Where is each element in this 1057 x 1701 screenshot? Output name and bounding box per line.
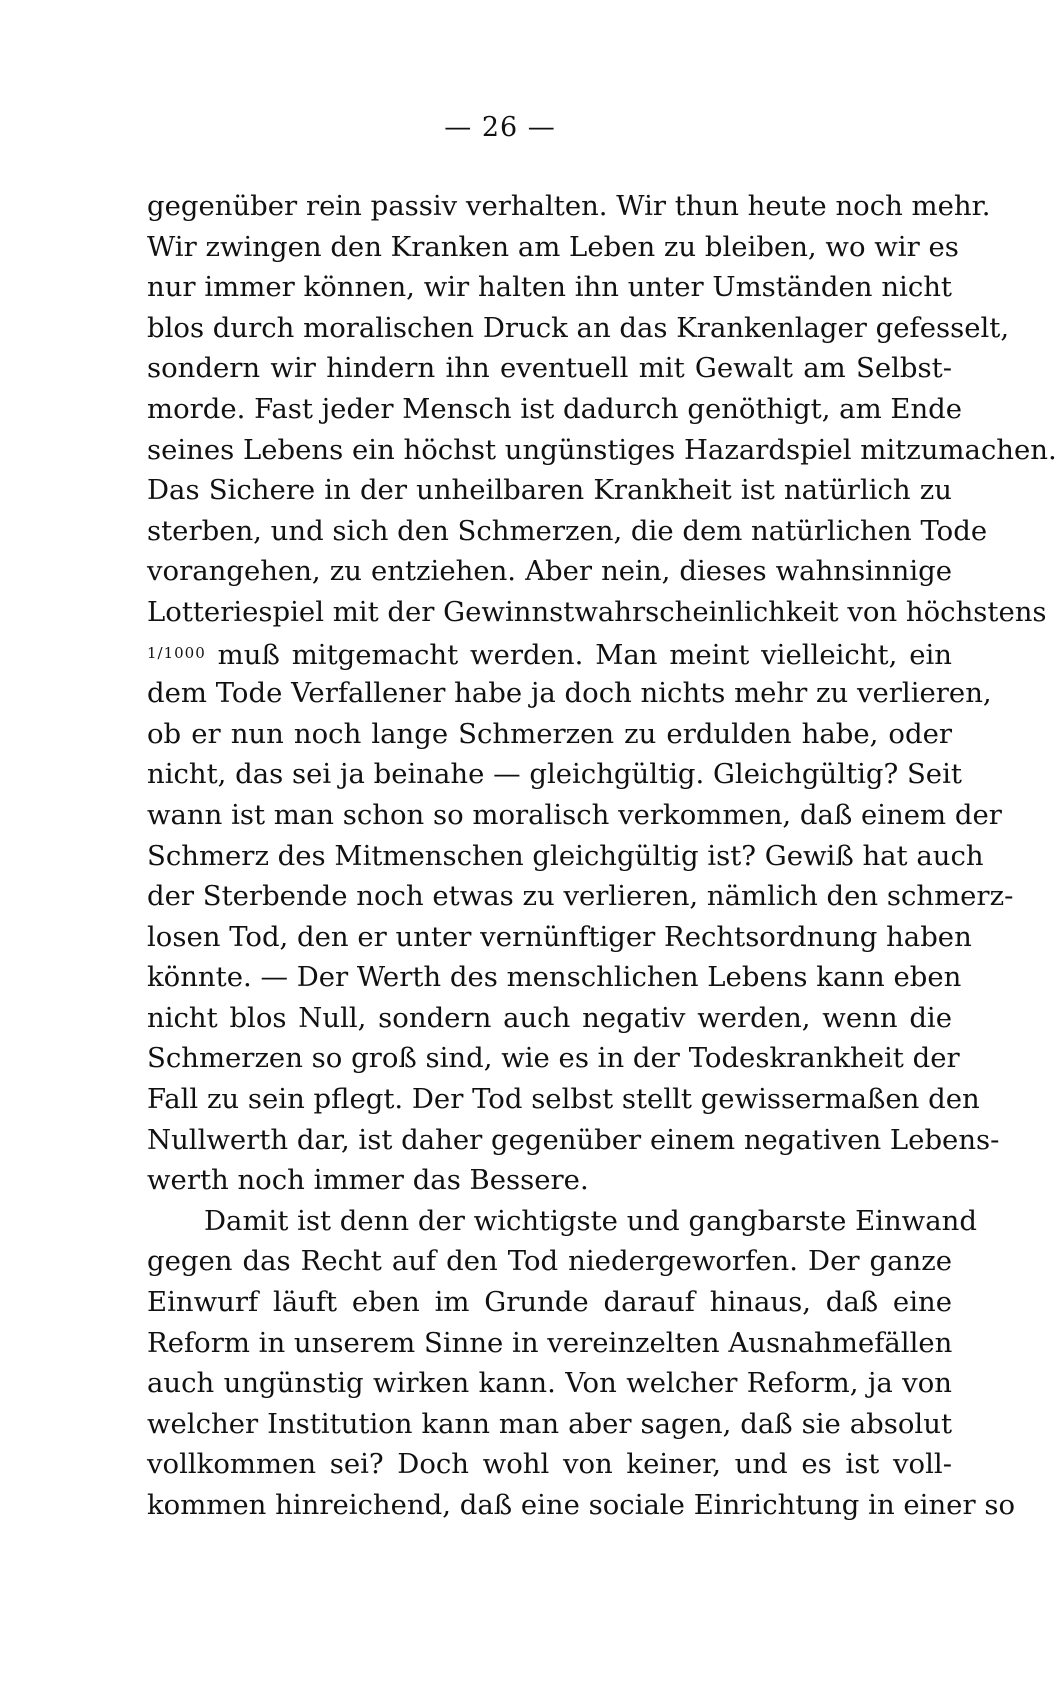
text-line-with-fraction [147, 633, 952, 674]
text-line: könnte. — Der Werth des menschlichen Lebens kann eben [147, 961, 962, 994]
text-line: auch ungünstig wirken kann. Von welcher Reform, ja von [147, 1367, 952, 1400]
text-line: sondern wir hindern ihn eventuell mit Gewalt am Selbst- [147, 352, 952, 385]
text-line: nur immer können, wir halten ihn unter Umständen nicht [147, 271, 952, 304]
text-line: gegenüber rein passiv verhalten. Wir thun heute noch mehr. [147, 190, 991, 222]
text-line: welcher Institution kann man aber sagen, daß sie absolut [147, 1407, 952, 1440]
text-line: nicht, das sei ja beinahe — gleichgültig. Gleichgültig? Seit [147, 758, 962, 791]
text-line: Schmerzen so groß sind, wie es in der Todeskrankheit der [147, 1042, 960, 1075]
text-line: gegen das Recht auf den Tod niedergeworfen. Der ganze [147, 1245, 952, 1278]
text-line: Das Sichere in der unheilbaren Krankheit ist natürlich zu [147, 474, 952, 507]
text-line: Fall zu sein pflegt. Der Tod selbst stellt gewissermaßen den [147, 1083, 980, 1116]
text-line: Nullwerth dar, ist daher gegenüber einem negativen Lebens- [147, 1123, 1000, 1156]
body-text [147, 186, 1057, 1526]
text-line: Reform in unserem Sinne in vereinzelten Ausnahmefällen [147, 1326, 953, 1359]
text-line: Lotteriespiel mit der Gewinnstwahrscheinlichkeit von höchstens [147, 595, 1047, 628]
text-line: Einwurf läuft eben im Grunde darauf hinaus, daß eine [147, 1286, 952, 1319]
text-line: wann ist man schon so moralisch verkommen, daß einem der [147, 798, 1002, 831]
text-line: seines Lebens ein höchst ungünstiges Hazardspiel mitzumachen. [147, 433, 1057, 466]
text-line: vorangehen, zu entziehen. Aber nein, dieses wahnsinnige [147, 555, 952, 588]
fraction: 1/1000 [147, 643, 206, 662]
text-line: vollkommen sei? Doch wohl von keiner, und es ist voll- [147, 1448, 952, 1481]
text-line: morde. Fast jeder Mensch ist dadurch genöthigt, am Ende [147, 392, 963, 425]
text-line: ob er nun noch lange Schmerzen zu erdulden habe, oder [147, 717, 952, 750]
text-segment: muß mitgemacht werden. Man meint vielleicht, ein [217, 638, 952, 671]
page-number: — 26 — [444, 112, 556, 143]
text-line: Wir zwingen den Kranken am Leben zu bleiben, wo wir es [147, 230, 959, 263]
text-line: dem Tode Verfallener habe ja doch nichts mehr zu verlieren, [147, 677, 992, 710]
text-line: Damit ist denn der wichtigste und gangbarste Einwand [204, 1204, 977, 1237]
text-line: sterben, und sich den Schmerzen, die dem natürlichen Tode [147, 514, 988, 547]
text-line: blos durch moralischen Druck an das Krankenlager gefesselt, [147, 311, 1010, 344]
text-line: werth noch immer das Bessere. [147, 1164, 589, 1197]
text-line: der Sterbende noch etwas zu verlieren, nämlich den schmerz- [147, 880, 1014, 913]
text-line: nicht blos Null, sondern auch negativ werden, wenn die [147, 1001, 952, 1034]
text-line: kommen hinreichend, daß eine sociale Einrichtung in einer so [147, 1489, 1016, 1521]
text-line: Schmerz des Mitmenschen gleichgültig ist? Gewiß hat auch [147, 839, 984, 872]
text-line: losen Tod, den er unter vernünftiger Rechtsordnung haben [147, 920, 972, 953]
